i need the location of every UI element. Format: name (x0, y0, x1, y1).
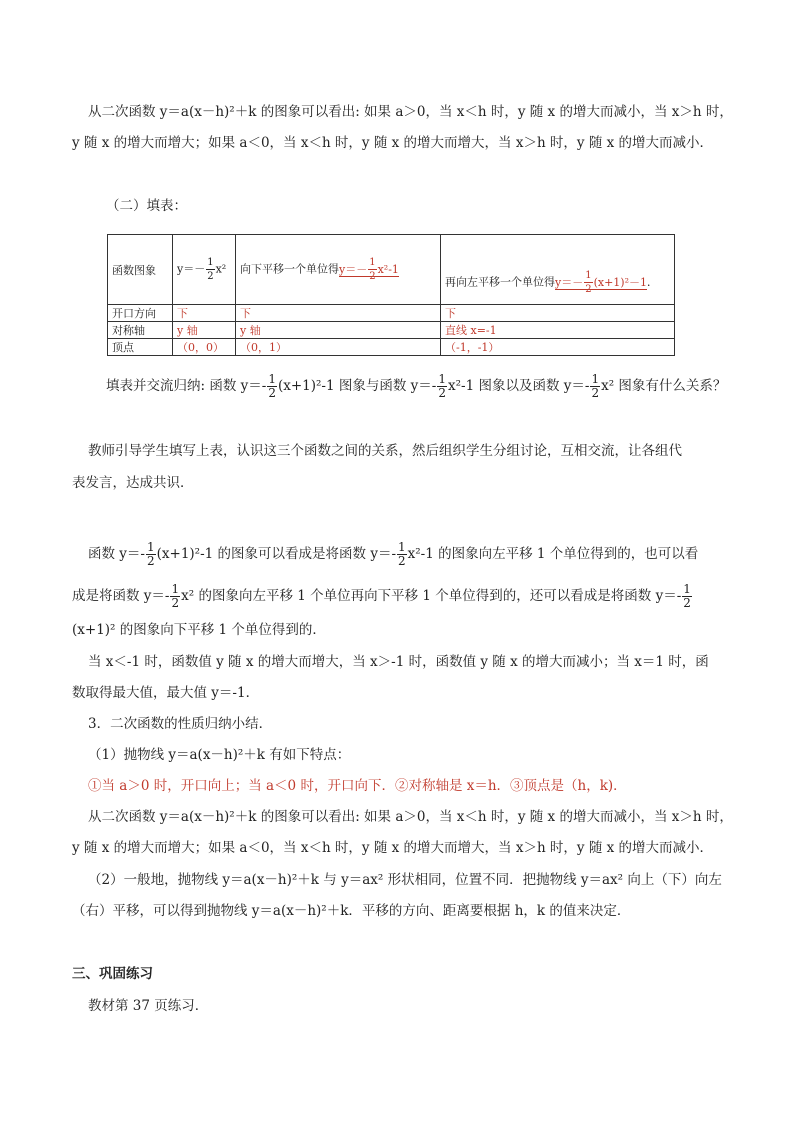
fraction (584, 269, 592, 296)
fraction (682, 583, 692, 610)
fraction-denominator: 2 (171, 596, 180, 610)
answer-formula (555, 270, 648, 295)
fraction-numerator: 1 (171, 582, 180, 596)
cell-text: 再向左平移一个单位得 (445, 275, 555, 289)
fraction-numerator: 1 (683, 582, 691, 596)
fraction-denominator: 2 (268, 386, 276, 400)
paragraph-line: y 随 x 的增大而增大；如果 a＜0，当 x＜h 时，y 随 x 的增大而增大，当 x＞h 时，y 随 x 的增大而减小． (72, 135, 714, 151)
fraction-denominator: 2 (438, 386, 446, 400)
table-cell (441, 322, 675, 339)
paragraph-line: 从二次函数 y＝a(x－h)²＋k 的图象可以看出: 如果 a＞0，当 x＜h 时，y 随 x 的增大而减小，当 x＞h 时， (88, 104, 733, 120)
row-label: 函数图象 (112, 263, 156, 277)
row-label: 开口方向 (112, 307, 156, 320)
table-cell (108, 235, 173, 305)
text-run: x² 图象有什么关系？ (601, 378, 727, 394)
table-cell (441, 305, 675, 322)
highlight-line: ①当 a＞0 时，开口向上；当 a＜0 时，开口向下．②对称轴是 x＝h．③顶点是（h，k)． (88, 778, 627, 794)
fraction-denominator: 2 (585, 284, 592, 295)
fraction-denominator: 2 (683, 596, 691, 610)
answer-line: (x+1)² 的图象向下平移 1 个单位得到的． (72, 622, 326, 638)
question-line (106, 373, 726, 400)
answer-text: y 轴 (177, 324, 198, 337)
answer-line (88, 541, 698, 568)
table-cell (108, 322, 173, 339)
fraction-numerator: 1 (591, 372, 600, 386)
table-cell (108, 305, 173, 322)
table-cell (108, 339, 173, 356)
subsection-title: 3．二次函数的性质归纳小结． (88, 716, 273, 732)
text-run: 成是将函数 y＝- (72, 588, 170, 604)
fraction (267, 373, 277, 400)
fraction-numerator: 1 (146, 540, 155, 554)
answer-text: 下 (177, 307, 188, 320)
table-cell (236, 339, 441, 356)
row-label: 对称轴 (112, 324, 145, 337)
text-run: x² 的图象向左平移 1 个单位再向下平移 1 个单位得到的，还可以看成是将函数 y＝- (181, 588, 682, 604)
fraction (170, 583, 180, 610)
paragraph-line: y 随 x 的增大而增大；如果 a＜0，当 x＜h 时，y 随 x 的增大而增大，当 x＞h 时，y 随 x 的增大而减小． (72, 840, 714, 856)
table-cell (173, 305, 236, 322)
text-run: 填表并交流归纳: 函数 y＝- (106, 378, 267, 394)
answer-text: 直线 x=-1 (445, 324, 497, 337)
fraction-denominator: 2 (207, 271, 214, 282)
table-cell (236, 305, 441, 322)
paragraph-line: 教材第 37 页练习． (88, 998, 209, 1014)
fraction (206, 256, 214, 283)
section-title: 三、巩固练习 (72, 966, 153, 982)
paragraph-line: 数取得最大值，最大值 y＝-1． (72, 685, 260, 701)
fraction (437, 373, 447, 400)
formula-text: x²-1 (377, 262, 399, 276)
text-run: x²-1 的图象向左平移 1 个单位得到的，也可以看 (407, 546, 699, 562)
answer-text: （0，0） (177, 341, 224, 354)
fraction (146, 541, 156, 568)
table-cell (173, 322, 236, 339)
text-run: x²-1 图象以及函数 y＝- (448, 378, 590, 394)
answer-text: y 轴 (240, 324, 261, 337)
formula-text: y＝－ (339, 262, 368, 276)
cell-text: 向下平移一个单位得 (240, 262, 339, 276)
formula-text: y＝－ (555, 275, 584, 289)
table-row (108, 339, 675, 356)
paragraph-line: （2）一般地，抛物线 y＝a(x－h)²＋k 与 y＝ax² 形状相同，位置不同．把抛物线 y＝ax² 向上（下）向左 (88, 872, 722, 888)
table-cell (236, 235, 441, 305)
cell-text: ． (647, 275, 659, 289)
table-cell (173, 235, 236, 305)
table-row (108, 235, 675, 305)
fraction-denominator: 2 (398, 554, 406, 568)
row-label: 顶点 (112, 341, 134, 354)
fraction (368, 256, 376, 283)
answer-text: 下 (240, 307, 251, 320)
section-heading: （二）填表： (106, 198, 187, 214)
paragraph-line: 从二次函数 y＝a(x－h)²＋k 的图象可以看出: 如果 a＞0，当 x＜h 时，y 随 x 的增大而减小，当 x＞h 时， (88, 809, 733, 825)
answer-formula (339, 257, 399, 282)
fraction (397, 541, 407, 568)
paragraph-line: （右）平移，可以得到抛物线 y＝a(x－h)²＋k．平移的方向、距离要根据 h，k 的值来决定． (72, 903, 631, 919)
fraction-numerator: 1 (585, 270, 592, 281)
paragraph-line: 当 x＜-1 时，函数值 y 随 x 的增大而增大，当 x＞-1 时，函数值 y 随 x 的增大而减小；当 x＝1 时，函 (88, 654, 709, 670)
formula-text: y＝－ (177, 262, 206, 276)
properties-table (107, 234, 675, 356)
fraction (590, 373, 600, 400)
formula-text: (x+1)²－1 (593, 275, 648, 289)
table-cell (441, 235, 675, 305)
fraction-numerator: 1 (207, 257, 214, 268)
answer-text: （-1，-1） (445, 341, 500, 354)
table-cell (236, 322, 441, 339)
fraction-denominator: 2 (146, 554, 155, 568)
text-run: 函数 y＝- (88, 546, 145, 562)
text-run: (x+1)²-1 图象与函数 y＝- (277, 378, 437, 394)
answer-line (72, 583, 693, 610)
answer-text: （0，1） (240, 341, 287, 354)
fraction-numerator: 1 (438, 372, 446, 386)
fraction-denominator: 2 (369, 271, 376, 282)
answer-text: 下 (445, 307, 456, 320)
fraction-numerator: 1 (268, 372, 276, 386)
paragraph-line: （1）抛物线 y＝a(x－h)²＋k 有如下特点： (88, 747, 351, 763)
table-cell (441, 339, 675, 356)
paragraph-line: 表发言，达成共识． (72, 475, 194, 491)
text-run: (x+1)²-1 的图象可以看成是将函数 y＝- (156, 546, 397, 562)
table-row (108, 322, 675, 339)
fraction-numerator: 1 (369, 257, 376, 268)
fraction-denominator: 2 (591, 386, 600, 400)
table-cell (173, 339, 236, 356)
table-row (108, 305, 675, 322)
paragraph-line: 教师引导学生填写上表，认识这三个函数之间的关系，然后组织学生分组讨论，互相交流，让各组代 (88, 443, 682, 459)
fraction-numerator: 1 (398, 540, 406, 554)
formula-text: x² (215, 262, 227, 276)
